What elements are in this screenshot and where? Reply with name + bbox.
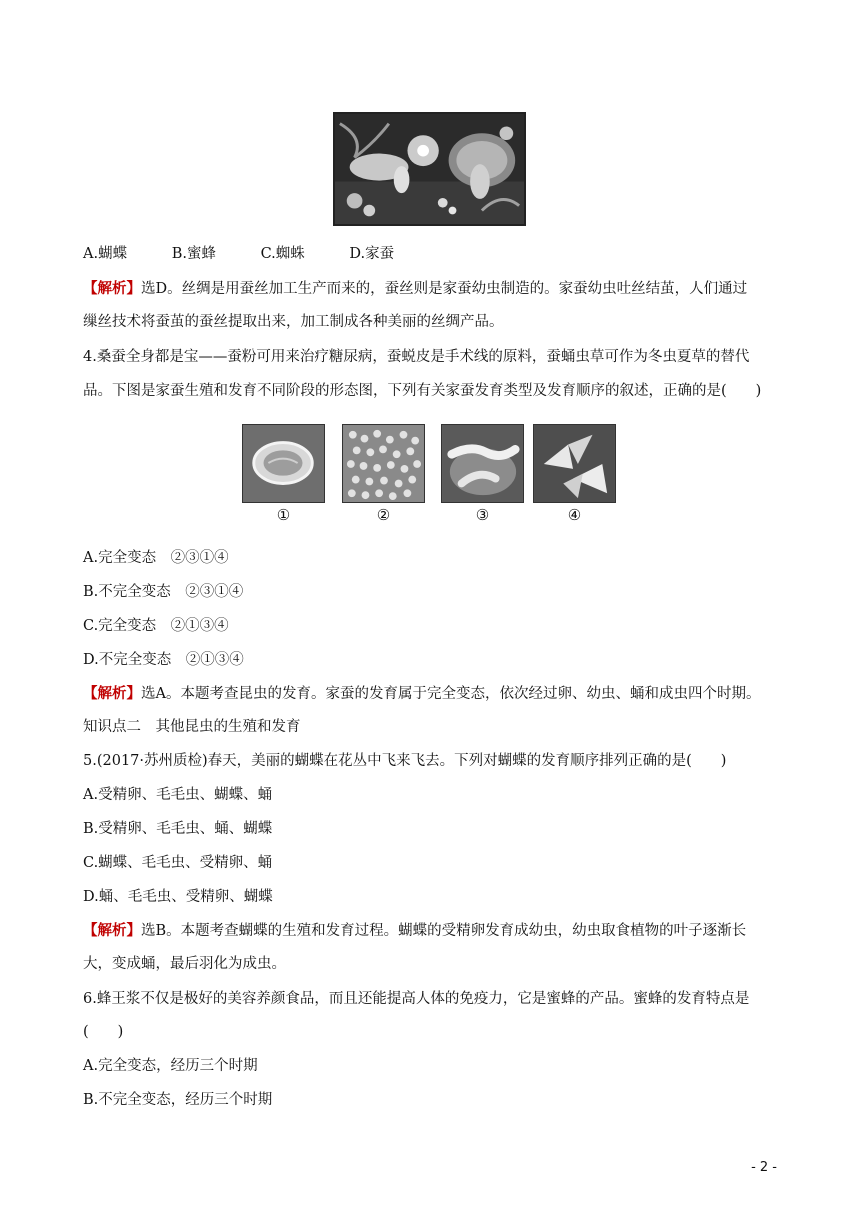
q5-option-a: A.受精卵、毛毛虫、蝴蝶、蛹 [83, 787, 273, 803]
q4-analysis-text: 选A。本题考查昆虫的发育。家蚕的发育属于完全变态，依次经过卵、幼虫、蛹和成虫四个时期。 [141, 686, 761, 702]
pupa-image [242, 424, 325, 503]
q5-analysis-line-2: 大，变成蛹，最后羽化为成虫。 [83, 956, 286, 972]
q3-analysis-text-1: 选D。丝绸是用蚕丝加工生产而来的，蚕丝则是家蚕幼虫制造的。家蚕幼虫吐丝结茧，人们通过 [141, 281, 748, 297]
analysis-tag: 【解析】 [83, 922, 141, 939]
moth-image [533, 424, 616, 503]
q5-analysis-text-1: 选B。本题考查蝴蝶的生殖和发育过程。蝴蝶的受精卵发育成幼虫，幼虫取食植物的叶子逐渐长 [141, 923, 747, 939]
analysis-tag: 【解析】 [83, 685, 141, 702]
q4-stem-line-2: 品。下图是家蚕生殖和发育不同阶段的形态图，下列有关家蚕发育类型及发育顺序的叙述，正确的是( ) [83, 383, 762, 399]
q5-option-d: D.蛹、毛毛虫、受精卵、蝴蝶 [83, 889, 273, 905]
analysis-tag: 【解析】 [83, 280, 141, 297]
q4-option-c: C.完全变态 ②①③④ [83, 618, 229, 634]
q3-option-a: A.蝴蝶 [83, 246, 128, 262]
stage-label-1: ① [276, 506, 291, 524]
q3-option-b: B.蜜蜂 [171, 246, 216, 262]
q4-analysis-line [83, 684, 783, 704]
q4-option-a: A.完全变态 ②③①④ [83, 550, 229, 566]
q4-option-b: B.不完全变态 ②③①④ [83, 584, 244, 600]
q5-option-b: B.受精卵、毛毛虫、蛹、蝴蝶 [83, 821, 273, 837]
q4-option-d: D.不完全变态 ②①③④ [83, 652, 244, 668]
q6-option-b: B.不完全变态，经历三个时期 [83, 1092, 273, 1108]
q3-options [83, 244, 783, 264]
q4-stem-line-1: 4.桑蚕全身都是宝——蚕粉可用来治疗糖尿病，蚕蜕皮是手术线的原料，蚕蛹虫草可作为冬虫夏草的替代 [83, 349, 750, 365]
q3-option-d: D.家蚕 [349, 246, 395, 262]
stage-label-4: ④ [567, 506, 582, 524]
page-number: - 2 - [751, 1160, 777, 1175]
stage-label-2: ② [376, 506, 391, 524]
q3-analysis-line-1 [83, 279, 783, 299]
section-heading: 知识点二 其他昆虫的生殖和发育 [83, 719, 301, 735]
larva-image [441, 424, 524, 503]
q5-analysis-line-1 [83, 921, 783, 941]
eggs-image [342, 424, 425, 503]
q6-stem-line-2: ( ) [83, 1024, 124, 1040]
q5-stem: 5.(2017·苏州质检)春天，美丽的蝴蝶在花丛中飞来飞去。下列对蝴蝶的发育顺序排列正确的是( ) [83, 753, 727, 769]
silkworm-stages-figure [242, 424, 622, 528]
silk-painting-image [333, 112, 526, 226]
q6-option-a: A.完全变态，经历三个时期 [83, 1058, 258, 1074]
q3-analysis-line-2: 缫丝技术将蚕茧的蚕丝提取出来，加工制成各种美丽的丝绸产品。 [83, 314, 504, 330]
q6-stem-line-1: 6.蜂王浆不仅是极好的美容养颜食品，而且还能提高人体的免疫力，它是蜜蜂的产品。蜜蜂的发育特点是 [83, 991, 750, 1007]
q3-option-c: C.蜘蛛 [260, 246, 305, 262]
stage-label-3: ③ [475, 506, 490, 524]
q5-option-c: C.蝴蝶、毛毛虫、受精卵、蛹 [83, 855, 273, 871]
